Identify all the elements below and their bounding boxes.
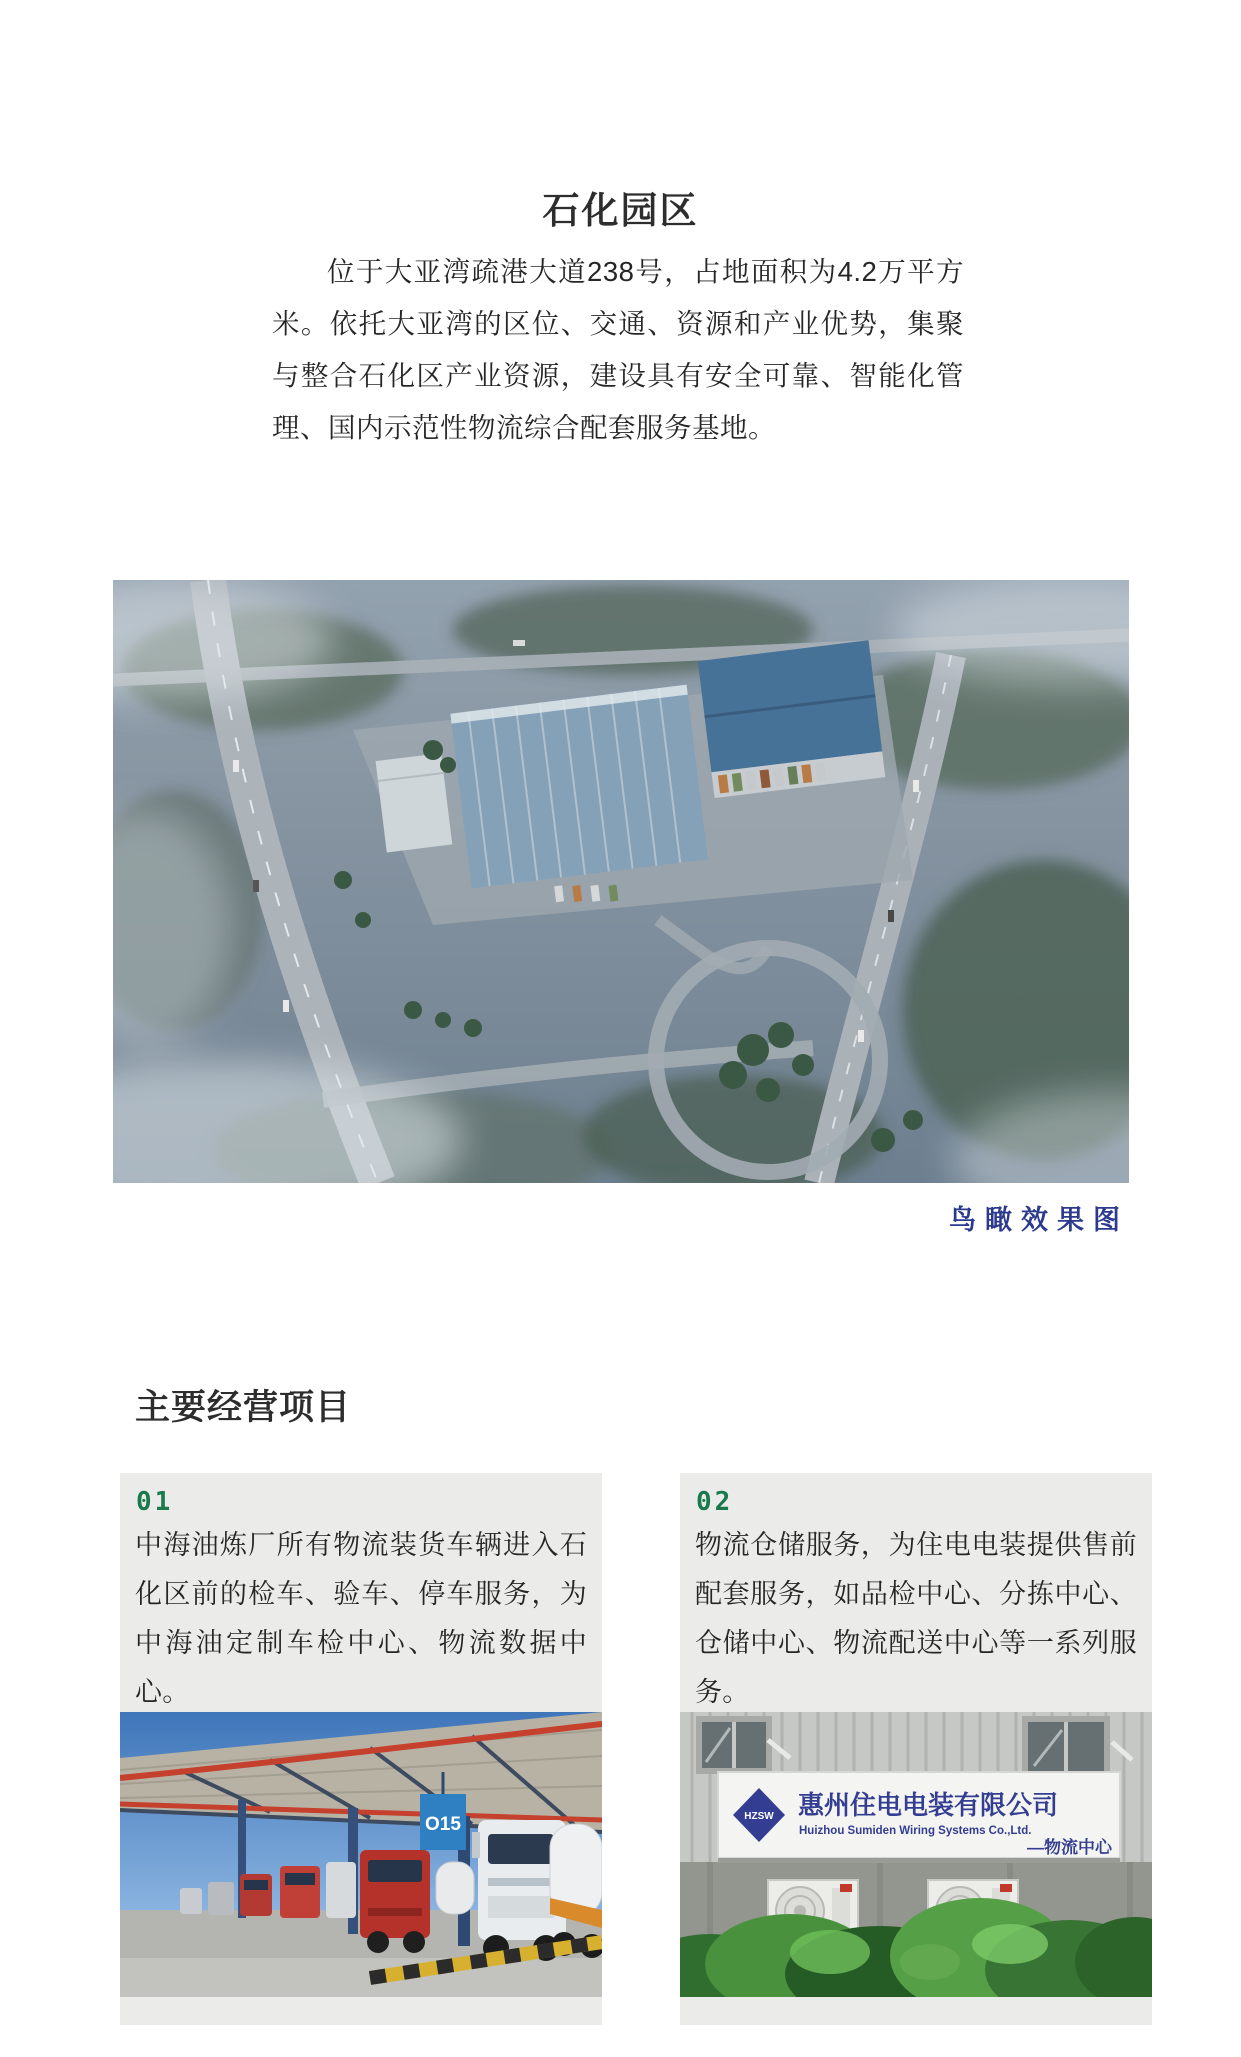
red-truck [360, 1850, 430, 1953]
project-2-description: 物流仓储服务，为住电电装提供售前配套服务，如品检中心、分拣中心、仓储中心、物流配送中心等一系列服务。 [695, 1530, 1137, 1707]
company-sign [718, 1772, 1120, 1863]
aerial-rendering-image [113, 580, 1129, 1183]
project-card-2 [680, 1473, 1152, 2025]
intro-paragraph: 位于大亚湾疏港大道238号，占地面积为4.2万平方米。依托大亚湾的区位、交通、资源和产业优势，集聚与整合石化区产业资源，建设具有安全可靠、智能化管理、国内示范性物流综合配套服务基地。 [272, 256, 964, 443]
hzsw-logo-label: HZSW [744, 1811, 774, 1822]
logistics-center-facade-photo [680, 1712, 1152, 1997]
aerial-scene-illustration [113, 580, 1129, 1183]
project-2-number: 02 [696, 1487, 734, 1517]
truck-inspection-photo [120, 1712, 602, 1997]
sign-subtitle: —物流中心 [1027, 1838, 1112, 1857]
aerial-caption: 鸟瞰效果图 [949, 1205, 1129, 1236]
company-name-en: Huizhou Sumiden Wiring Systems Co.,Ltd. [799, 1825, 1032, 1837]
section-title: 主要经营项目 [135, 1388, 352, 1427]
project-1-number: 01 [136, 1487, 174, 1517]
page-title: 石化园区 [542, 190, 699, 231]
company-name-cn: 惠州住电电装有限公司 [798, 1790, 1059, 1820]
project-card-1 [120, 1473, 602, 2025]
bay-number-label: O15 [425, 1814, 461, 1835]
project-1-description: 中海油炼厂所有物流装货车辆进入石化区前的检车、验车、停车服务，为中海油定制车检中心、物流数据中心。 [135, 1530, 587, 1707]
